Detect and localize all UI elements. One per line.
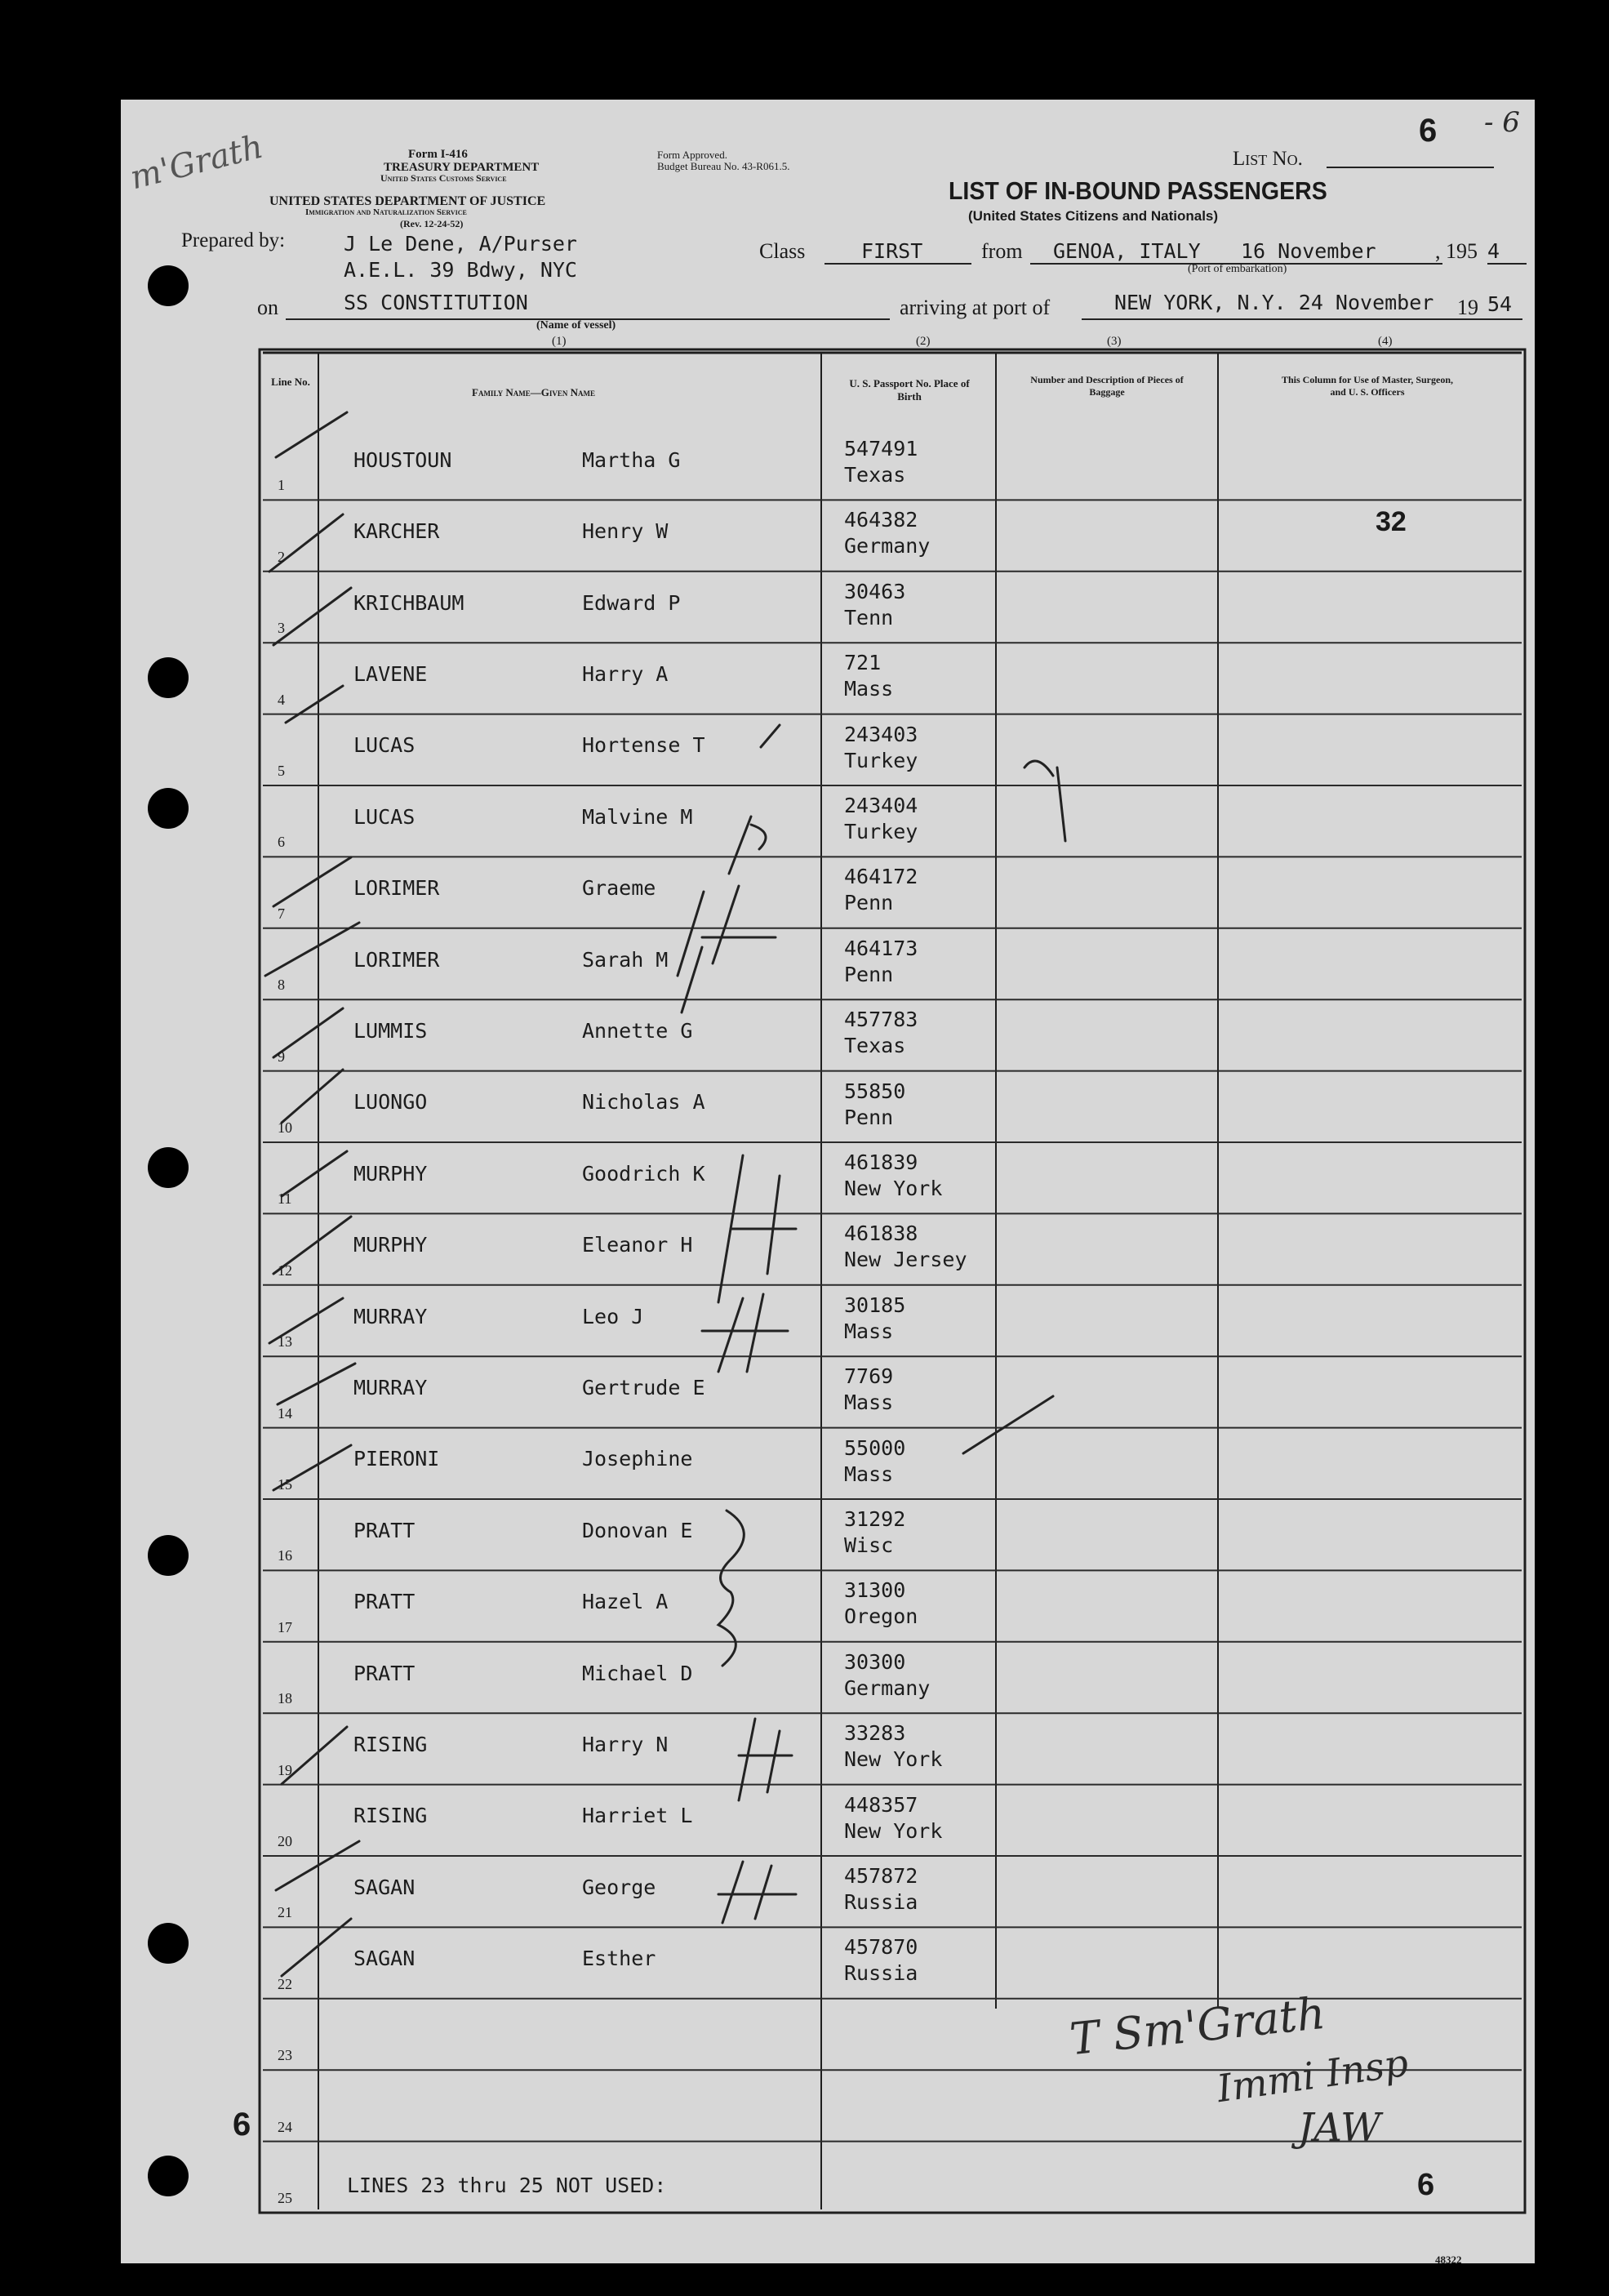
line-number: 13 (278, 1333, 292, 1350)
given-name: Malvine M (582, 804, 693, 829)
family-name: MURRAY (353, 1375, 428, 1399)
arriving-value: NEW YORK, N.Y. 24 November (1114, 291, 1434, 314)
passport-number: 30300 (844, 1649, 906, 1674)
line-number: 22 (278, 1975, 292, 1992)
line-number: 9 (278, 1048, 285, 1065)
given-name: Harry N (582, 1732, 669, 1756)
col-header-officers: This Column for Use of Master, Surgeon, and U. S. Officers (1281, 374, 1453, 398)
line-number: 8 (278, 977, 285, 994)
family-name: LUCAS (353, 733, 416, 758)
family-name: LUONGO (353, 1090, 428, 1115)
given-name: Hazel A (582, 1590, 669, 1614)
place-of-birth: New York (844, 1177, 943, 1200)
dept-customs: United States Customs Service (380, 172, 507, 184)
class-value: FIRST (861, 239, 923, 263)
family-name: KARCHER (353, 519, 440, 544)
passport-number: 31292 (844, 1507, 906, 1531)
col-num-3: (3) (1107, 335, 1122, 348)
place-of-birth: Tenn (844, 605, 894, 630)
passport-number: 461838 (844, 1221, 918, 1246)
given-name: Eleanor H (582, 1233, 693, 1257)
embark-year-suffix: 4 (1487, 239, 1500, 263)
given-name: Donovan E (582, 1518, 693, 1542)
place-of-birth: Mass (844, 1319, 894, 1343)
prepared-by-line2: A.E.L. 39 Bdwy, NYC (344, 258, 577, 282)
form-number: Form I-416 (408, 148, 468, 161)
list-subtitle: (United States Citizens and Nationals) (968, 208, 1219, 224)
line-number: 15 (278, 1476, 292, 1493)
line-number: 2 (278, 548, 285, 565)
passport-number: 31300 (844, 1578, 906, 1603)
line-number: 11 (278, 1190, 292, 1208)
on-label: on (257, 296, 278, 319)
form-stock-code: 48322 (1435, 2254, 1462, 2266)
form-revision: (Rev. 12-24-52) (400, 218, 464, 229)
family-name: PRATT (353, 1661, 416, 1685)
list-no-label: List No. (1233, 148, 1303, 170)
given-name: Harriet L (582, 1804, 693, 1828)
line-number: 3 (278, 620, 285, 637)
col-header-name: Family Name—Given Name (472, 386, 596, 398)
given-name: Edward P (582, 590, 681, 615)
place-of-birth: Oregon (844, 1604, 918, 1629)
line-number: 10 (278, 1119, 292, 1136)
col-num-4: (4) (1378, 335, 1393, 348)
passport-number: 464382 (844, 508, 918, 532)
passport-number: 448357 (844, 1792, 918, 1817)
place-of-birth: New Jersey (844, 1248, 967, 1272)
form-approved: Form Approved. (657, 149, 727, 161)
prepared-by-label: Prepared by: (181, 229, 286, 251)
list-no-value: 6 (1419, 113, 1438, 149)
given-name: Hortense T (582, 733, 705, 758)
from-value: GENOA, ITALY (1053, 239, 1201, 263)
place-of-birth: New York (844, 1818, 943, 1843)
passport-number: 457783 (844, 1008, 918, 1032)
given-name: Sarah M (582, 947, 669, 972)
officer-note: 32 (1376, 506, 1407, 538)
passport-number: 33283 (844, 1721, 906, 1746)
line-number: 19 (278, 1761, 292, 1778)
passport-number: 30463 (844, 579, 906, 603)
col-header-baggage: Number and Description of Pieces of Baggage (1030, 374, 1184, 398)
line-number: 16 (278, 1547, 292, 1564)
given-name: Harry A (582, 661, 669, 686)
line-number: 18 (278, 1690, 292, 1707)
family-name: SAGAN (353, 1947, 416, 1971)
place-of-birth: Texas (844, 1034, 906, 1058)
family-name: PRATT (353, 1518, 416, 1542)
family-name: PRATT (353, 1590, 416, 1614)
budget-bureau: Budget Bureau No. 43-R061.5. (657, 160, 790, 172)
line-number: 6 (278, 834, 285, 851)
place-of-birth: Wisc (844, 1533, 894, 1557)
port-of-embarkation-note: (Port of embarkation) (1188, 263, 1287, 275)
line-number: 24 (278, 2118, 292, 2135)
col-num-1: (1) (552, 335, 567, 348)
col-num-2: (2) (916, 335, 931, 348)
embark-year-prefix: , 195 (1435, 239, 1478, 263)
arriving-label: arriving at port of (900, 296, 1051, 319)
place-of-birth: Turkey (844, 748, 918, 772)
given-name: George (582, 1875, 656, 1899)
passport-number: 721 (844, 651, 882, 675)
col-header-passport: U. S. Passport No. Place of Birth (849, 377, 970, 403)
margin-mark: 6 (233, 2107, 251, 2142)
place-of-birth: Germany (844, 1675, 931, 1700)
line-number: 4 (278, 691, 285, 708)
passport-number: 30185 (844, 1293, 906, 1317)
place-of-birth: Penn (844, 962, 894, 986)
given-name: Michael D (582, 1661, 693, 1685)
place-of-birth: Russia (844, 1961, 918, 1986)
officer-initials: JAW (1298, 2105, 1381, 2151)
family-name: LORIMER (353, 947, 440, 972)
family-name: LAVENE (353, 661, 428, 686)
dept-justice: UNITED STATES DEPARTMENT OF JUSTICE (269, 194, 546, 208)
given-name: Martha G (582, 447, 681, 472)
family-name: SAGAN (353, 1875, 416, 1899)
passport-number: 243403 (844, 722, 918, 746)
family-name: LUMMIS (353, 1018, 428, 1043)
place-of-birth: Penn (844, 1105, 894, 1129)
family-name: LUCAS (353, 804, 416, 829)
family-name: KRICHBAUM (353, 590, 464, 615)
line-number: 12 (278, 1261, 292, 1279)
list-title: LIST OF IN-BOUND PASSENGERS (949, 176, 1327, 205)
family-name: HOUSTOUN (353, 447, 452, 472)
family-name: RISING (353, 1732, 428, 1756)
place-of-birth: Mass (844, 1391, 894, 1415)
family-name: PIERONI (353, 1447, 440, 1471)
passport-number: 7769 (844, 1364, 894, 1389)
place-of-birth: Texas (844, 463, 906, 487)
dept-ins: Immigration and Naturalization Service (305, 207, 467, 217)
prepared-by-line1: J Le Dene, A/Purser (344, 232, 577, 256)
place-of-birth: Penn (844, 891, 894, 915)
passport-number: 457870 (844, 1935, 918, 1960)
passport-number: 55000 (844, 1435, 906, 1460)
given-name: Esther (582, 1947, 656, 1971)
passport-number: 457872 (844, 1864, 918, 1888)
line-number: 5 (278, 763, 285, 779)
family-name: MURPHY (353, 1161, 428, 1186)
place-of-birth: Russia (844, 1890, 918, 1914)
line-number: 25 (278, 2190, 292, 2206)
passport-number: 547491 (844, 437, 918, 461)
place-of-birth: Mass (844, 677, 894, 701)
passport-number: 243404 (844, 794, 918, 817)
passport-number: 464173 (844, 936, 918, 960)
officer-signature: T Sm'Grath (1067, 1987, 1328, 2066)
family-name: LORIMER (353, 876, 440, 901)
arriving-year-suffix: 54 (1487, 292, 1513, 316)
place-of-birth: Mass (844, 1462, 894, 1486)
given-name: Goodrich K (582, 1161, 705, 1186)
given-name: Leo J (582, 1304, 644, 1328)
family-name: MURPHY (353, 1233, 428, 1257)
line-number: 7 (278, 905, 285, 922)
given-name: Graeme (582, 876, 656, 901)
line-number: 14 (278, 1404, 292, 1422)
given-name: Annette G (582, 1018, 693, 1043)
list-no-handwritten: - 6 (1484, 106, 1520, 139)
family-name: RISING (353, 1804, 428, 1828)
family-name: MURRAY (353, 1304, 428, 1328)
col-header-line: Line No. (271, 376, 310, 388)
given-name: Josephine (582, 1447, 693, 1471)
arriving-year-prefix: 19 (1457, 296, 1478, 319)
given-name: Nicholas A (582, 1090, 705, 1115)
line-number: 17 (278, 1618, 292, 1635)
place-of-birth: New York (844, 1747, 943, 1772)
lines-not-used-note: LINES 23 thru 25 NOT USED: (347, 2174, 667, 2197)
passport-number: 55850 (844, 1079, 906, 1103)
officer-title: Immi Insp (1214, 2040, 1411, 2111)
line-number: 20 (278, 1833, 292, 1849)
given-name: Henry W (582, 519, 669, 544)
given-name: Gertrude E (582, 1375, 705, 1399)
line-number: 23 (278, 2047, 292, 2064)
place-of-birth: Germany (844, 534, 931, 558)
margin-handwriting: m'Grath (126, 127, 267, 198)
passport-number: 464172 (844, 865, 918, 889)
vessel-note: (Name of vessel) (536, 319, 616, 331)
line-number: 21 (278, 1904, 292, 1921)
passport-number: 461839 (844, 1150, 918, 1174)
vessel-name: SS CONSTITUTION (344, 291, 528, 314)
page-mark: 6 (1417, 2168, 1435, 2202)
from-label: from (981, 239, 1023, 263)
line-number: 1 (278, 477, 285, 494)
dept-treasury: TREASURY DEPARTMENT (384, 161, 540, 174)
place-of-birth: Turkey (844, 820, 918, 843)
class-label: Class (759, 239, 806, 263)
embark-date: 16 November (1241, 239, 1376, 263)
